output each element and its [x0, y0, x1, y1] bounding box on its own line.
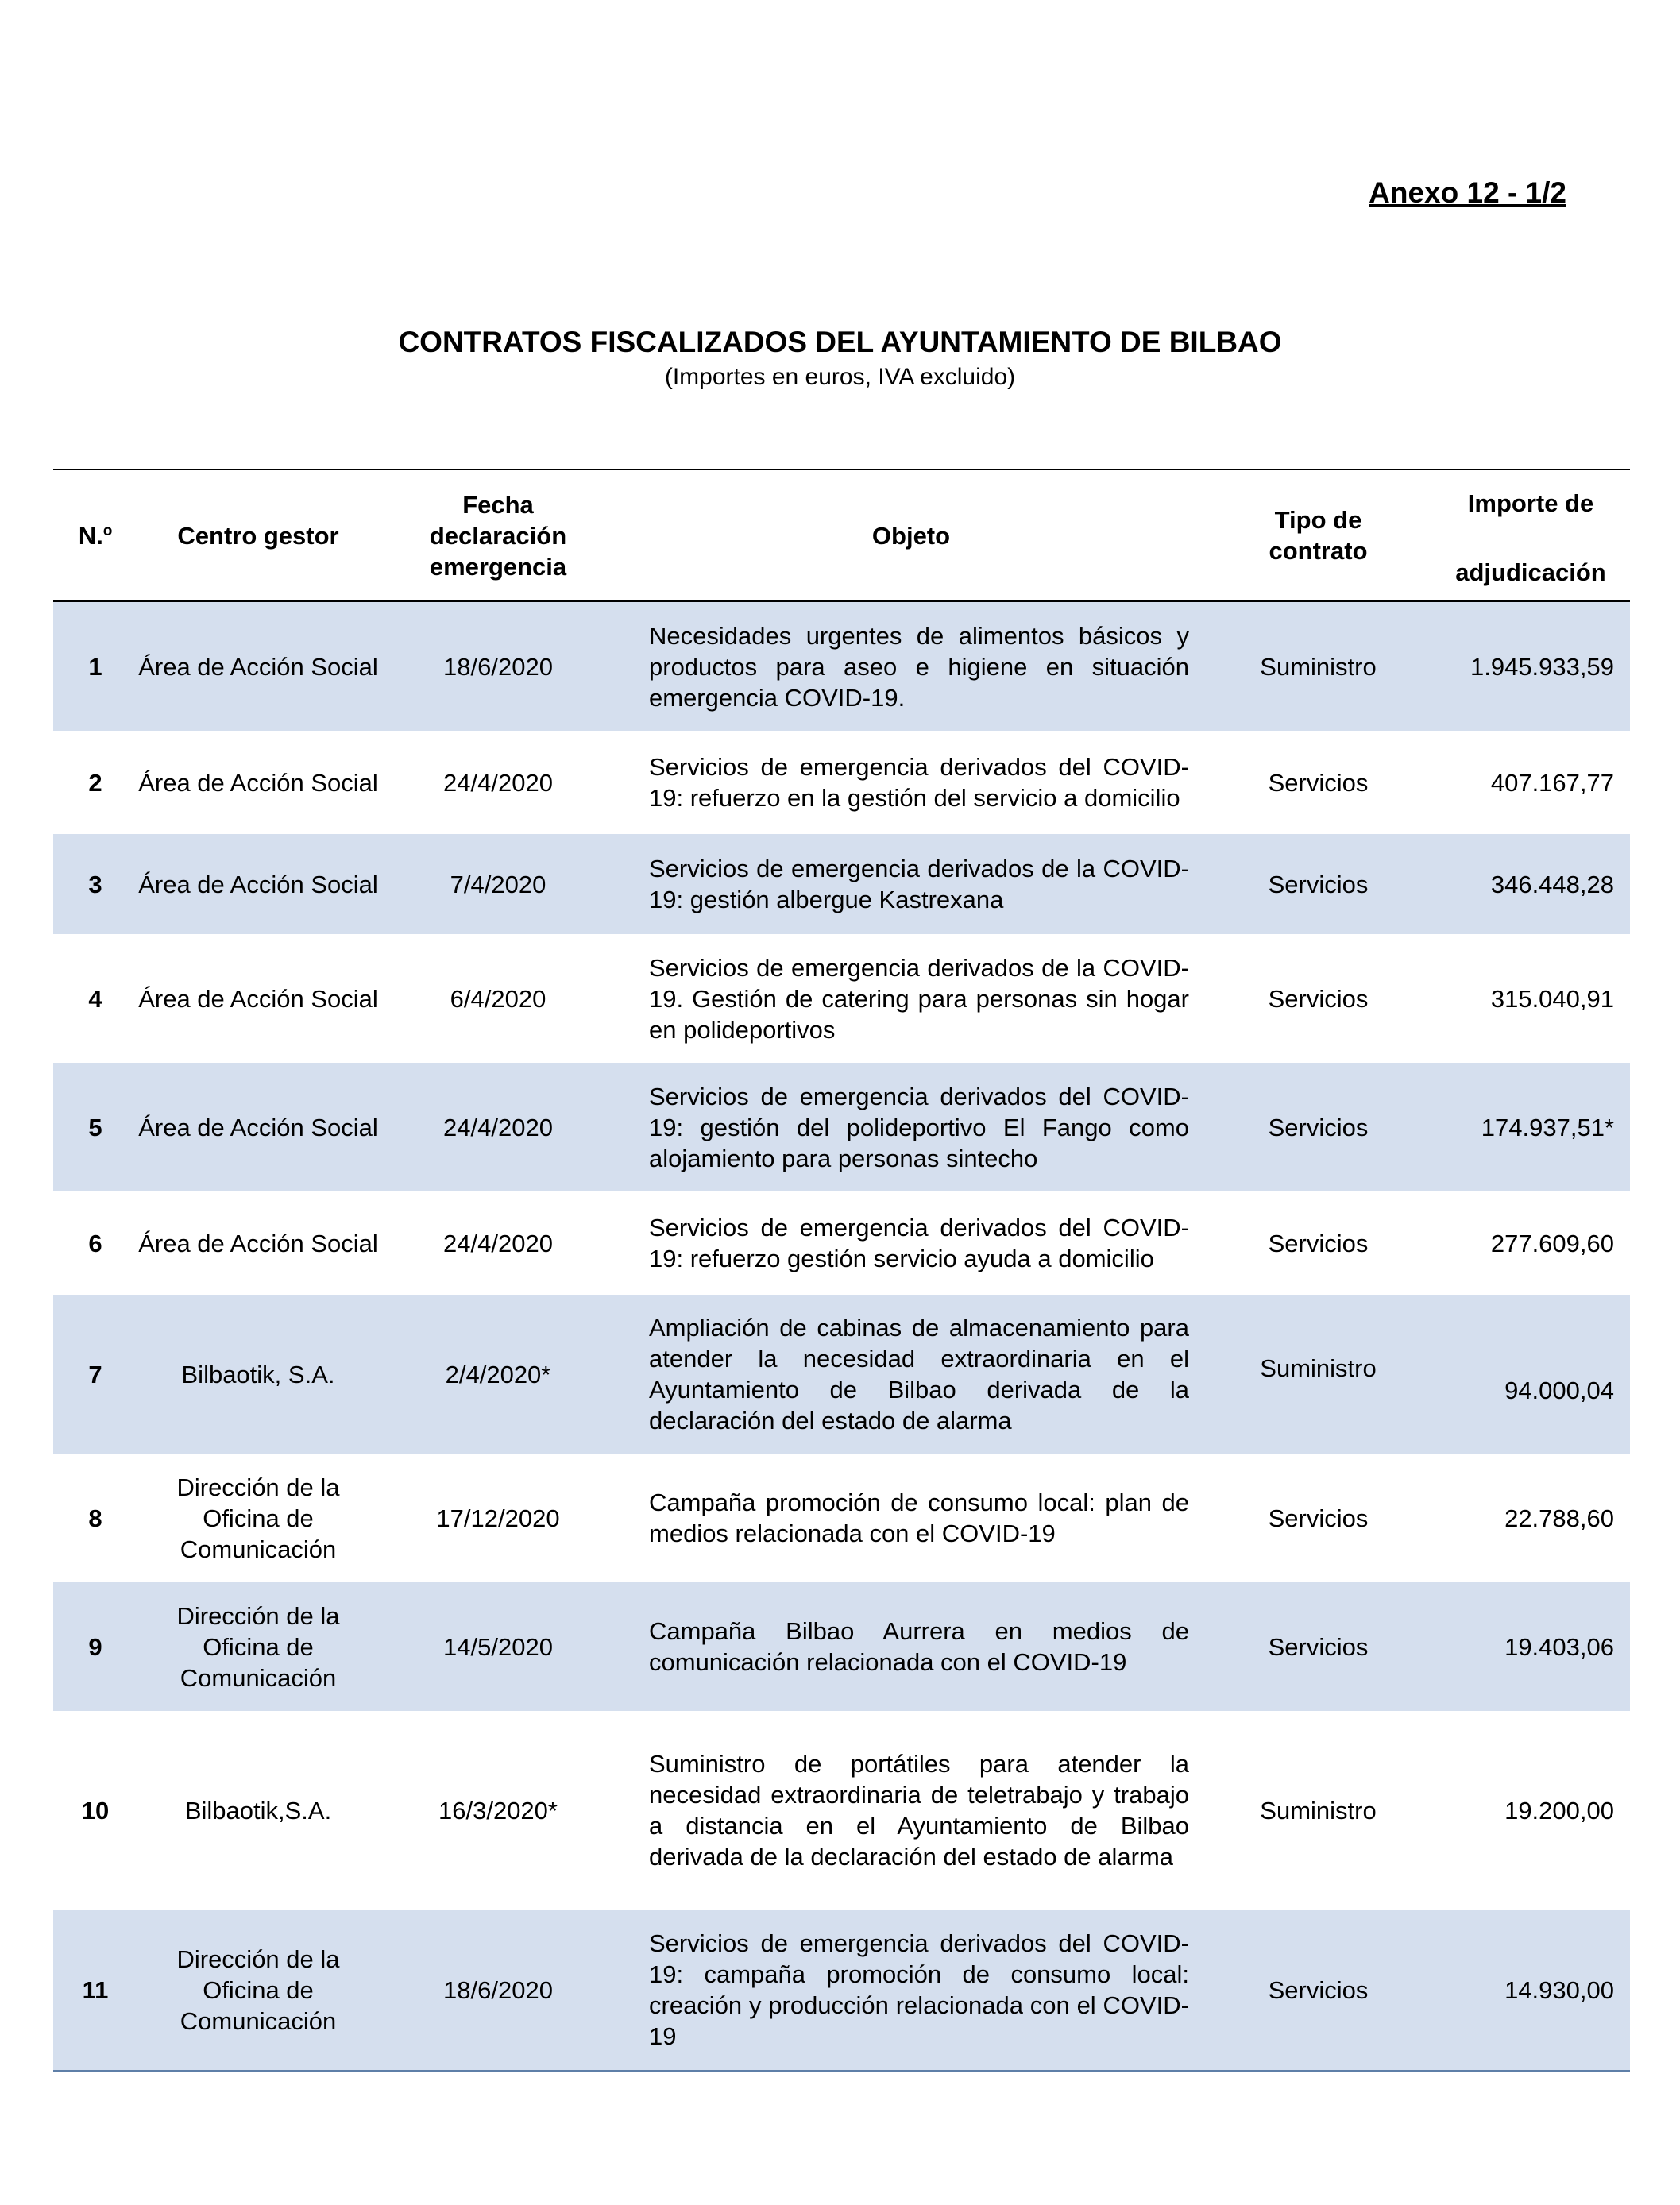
cell-objeto: Servicios de emergencia derivados del COVID-19: refuerzo gestión servicio ayuda a domicilio [649, 1214, 1189, 1272]
cell-importe: 19.200,00 [1504, 1796, 1614, 1825]
cell-tipo: Servicios [1268, 870, 1369, 898]
cell-objeto: Servicios de emergencia derivados del COVID-19: gestión del polideportivo El Fango como alojamiento para personas sintecho [649, 1082, 1189, 1172]
cell-tipo: Servicios [1268, 1229, 1369, 1257]
cell-n: 6 [88, 1229, 102, 1257]
table-row [53, 602, 1630, 731]
cell-n: 2 [88, 768, 102, 797]
cell-fecha: 2/4/2020* [445, 1360, 551, 1388]
cell-centro: Área de Acción Social [138, 768, 378, 797]
cell-centro: Dirección de la Oficina de Comunicación [176, 1601, 340, 1692]
cell-n: 10 [81, 1796, 110, 1825]
cell-fecha: 18/6/2020 [443, 1975, 553, 2004]
document-title: CONTRATOS FISCALIZADOS DEL AYUNTAMIENTO DE BILBAO [398, 326, 1282, 358]
table-row [53, 731, 1630, 834]
cell-importe: 22.788,60 [1504, 1504, 1614, 1532]
cell-tipo: Servicios [1268, 1632, 1369, 1661]
cell-fecha: 17/12/2020 [436, 1504, 560, 1532]
cell-centro: Área de Acción Social [138, 1229, 378, 1257]
table-row [53, 834, 1630, 934]
document-subtitle: (Importes en euros, IVA excluido) [664, 364, 1016, 390]
table-row [53, 1582, 1630, 1711]
cell-tipo: Servicios [1268, 1504, 1369, 1532]
header-tipo: Tipo de contrato [1269, 506, 1368, 565]
header-n: N.º [78, 521, 113, 550]
cell-centro: Bilbaotik,S.A. [184, 1796, 332, 1825]
cell-centro: Área de Acción Social [138, 1113, 378, 1141]
cell-centro: Dirección de la Oficina de Comunicación [176, 1944, 340, 2035]
cell-n: 4 [88, 984, 102, 1013]
header-importe-line1: Importe de [1467, 489, 1594, 517]
cell-n: 9 [88, 1632, 102, 1661]
table-header [53, 470, 1630, 602]
cell-objeto: Suministro de portátiles para atender la necesidad extraordinaria de teletrabajo y trabajo a distancia en el Ayuntamiento de Bilbao derivada de la declaración del estado de alarma [649, 1750, 1189, 1871]
cell-tipo: Servicios [1268, 768, 1369, 797]
cell-tipo: Suministro [1260, 1796, 1377, 1825]
cell-fecha: 16/3/2020* [438, 1796, 558, 1825]
cell-n: 8 [88, 1504, 102, 1532]
cell-centro: Dirección de la Oficina de Comunicación [176, 1473, 340, 1563]
cell-n: 3 [88, 870, 102, 898]
cell-objeto: Ampliación de cabinas de almacenamiento para atender la necesidad extraordinaria en el Ayuntamiento de Bilbao derivada de la declaración del estado de alarma [649, 1314, 1189, 1435]
table-row [53, 1711, 1630, 1910]
cell-tipo-text: Suministro [1260, 1354, 1377, 1382]
contracts-table [53, 469, 1630, 2072]
cell-importe: 277.609,60 [1490, 1229, 1614, 1257]
table-row [53, 1191, 1630, 1295]
table-row [53, 1295, 1630, 1454]
cell-objeto: Campaña promoción de consumo local: plan de medios relacionada con el COVID-19 [649, 1489, 1189, 1547]
cell-tipo: Servicios [1268, 1113, 1369, 1141]
cell-centro: Área de Acción Social [138, 652, 378, 681]
cell-importe: 315.040,91 [1490, 984, 1614, 1013]
cell-importe: 346.448,28 [1490, 870, 1614, 898]
cell-objeto: Campaña Bilbao Aurrera en medios de comunicación relacionada con el COVID-19 [649, 1617, 1189, 1676]
cell-fecha: 6/4/2020 [450, 984, 546, 1013]
table-row [53, 1454, 1630, 1582]
cell-objeto: Servicios de emergencia derivados de la COVID-19: gestión albergue Kastrexana [649, 855, 1189, 913]
header-objeto: Objeto [871, 521, 951, 550]
cell-importe: 407.167,77 [1490, 768, 1614, 797]
header-importe [1431, 470, 1630, 600]
table-row [53, 1063, 1630, 1191]
cell-tipo: Suministro [1260, 652, 1377, 681]
annex-label: Anexo 12 - 1/2 [1369, 176, 1566, 209]
cell-fecha: 14/5/2020 [443, 1632, 553, 1661]
cell-importe: 19.403,06 [1504, 1632, 1614, 1661]
cell-importe: 1.945.933,59 [1470, 652, 1614, 681]
cell-centro: Bilbaotik, S.A. [181, 1360, 335, 1388]
cell-objeto: Servicios de emergencia derivados del COVID-19: campaña promoción de consumo local: creación y producción relacionada con el COVID-19 [649, 1929, 1189, 2050]
cell-importe-text: 94.000,04 [1504, 1376, 1614, 1404]
cell-n: 1 [88, 652, 102, 681]
header-importe-line2: adjudicación [1455, 558, 1606, 586]
cell-importe: 174.937,51* [1481, 1113, 1614, 1141]
cell-tipo: Servicios [1268, 1975, 1369, 2004]
cell-fecha: 24/4/2020 [443, 768, 553, 797]
cell-objeto: Servicios de emergencia derivados de la COVID-19. Gestión de catering para personas sin hogar en polideportivos [649, 953, 1189, 1044]
cell-centro: Área de Acción Social [138, 984, 378, 1013]
cell-importe [1431, 1359, 1630, 1404]
cell-fecha: 24/4/2020 [443, 1229, 553, 1257]
table-row [53, 934, 1630, 1063]
table-row [53, 1910, 1630, 2070]
cell-fecha: 7/4/2020 [450, 870, 546, 898]
cell-n: 7 [88, 1360, 102, 1388]
cell-n: 11 [82, 1975, 109, 2004]
header-fecha: Fecha declaración emergencia [429, 490, 567, 581]
cell-objeto: Servicios de emergencia derivados del COVID-19: refuerzo en la gestión del servicio a domicilio [649, 753, 1189, 812]
cell-centro: Área de Acción Social [138, 870, 378, 898]
cell-importe: 14.930,00 [1504, 1975, 1614, 2004]
cell-fecha: 24/4/2020 [443, 1113, 553, 1141]
cell-objeto: Necesidades urgentes de alimentos básicos y productos para aseo e higiene en situación emergencia COVID-19. [649, 621, 1189, 712]
cell-tipo [1205, 1354, 1431, 1390]
cell-fecha: 18/6/2020 [443, 652, 553, 681]
header-centro: Centro gestor [177, 521, 339, 550]
cell-tipo: Servicios [1268, 984, 1369, 1013]
cell-n: 5 [88, 1113, 102, 1141]
